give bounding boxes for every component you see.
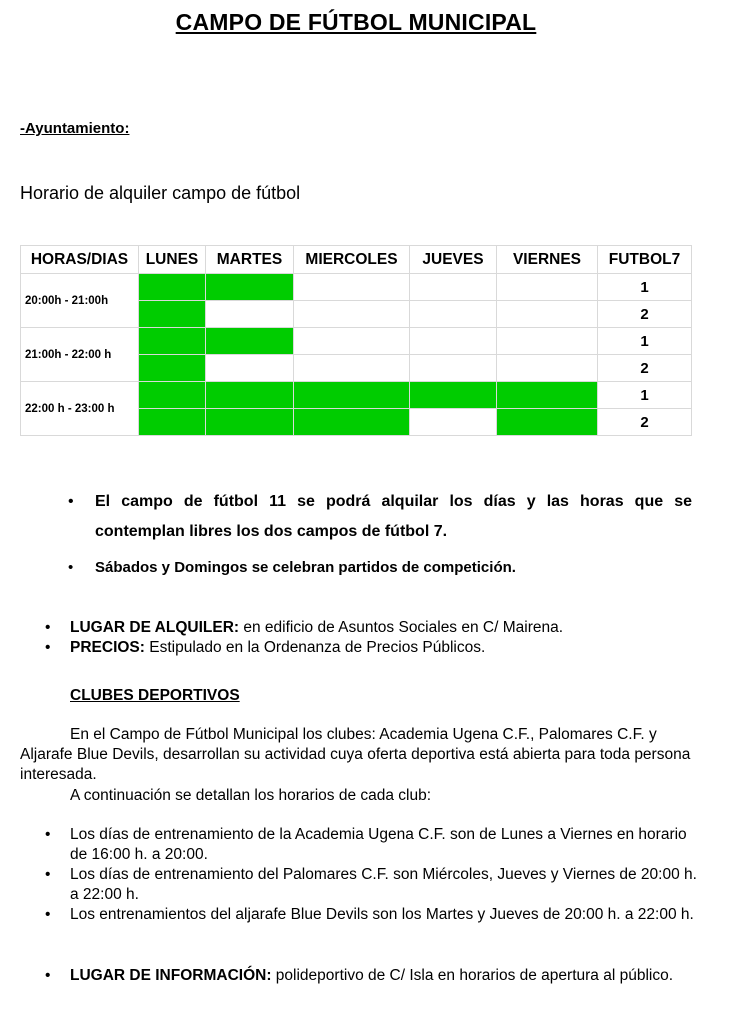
slot-thursday-free — [410, 409, 497, 436]
rental-prices-text: Estipulado en la Ordenanza de Precios Públicos. — [144, 639, 486, 656]
slot-wednesday-free — [294, 301, 410, 328]
section-label: -Ayuntamiento: — [20, 120, 130, 137]
slot-tuesday-booked — [206, 274, 294, 301]
futbol7-field-number: 2 — [598, 301, 692, 328]
note-football11: • El campo de fútbol 11 se podrá alquilar los días y las horas que se contemplan libres los dos campos de fútbol 7. — [68, 487, 692, 547]
slot-wednesday-free — [294, 274, 410, 301]
info-place-label: LUGAR DE INFORMACIÓN: — [70, 967, 272, 984]
futbol7-field-number: 1 — [598, 328, 692, 355]
clubs-intro: En el Campo de Fútbol Municipal los clubes: Academia Ugena C.F., Palomares C.F. y Aljarafe Blue Devils, desarrollan su actividad cuya oferta deportiva está abierta para toda persona interesada. — [20, 726, 691, 783]
schedule-header-row — [21, 246, 692, 274]
rental-prices-label: PRECIOS: — [70, 639, 145, 656]
slot-monday-booked — [139, 355, 206, 382]
slot-tuesday-booked — [206, 409, 294, 436]
slot-wednesday-booked — [294, 409, 410, 436]
futbol7-field-number: 1 — [598, 274, 692, 301]
slot-friday-booked — [497, 409, 598, 436]
rental-info-list — [45, 618, 563, 658]
slot-monday-booked — [139, 301, 206, 328]
rental-place — [45, 618, 563, 638]
futbol7-field-number: 1 — [598, 382, 692, 409]
slot-wednesday-free — [294, 355, 410, 382]
slot-wednesday-free — [294, 328, 410, 355]
header-friday: VIERNES — [497, 246, 598, 274]
slot-friday-booked — [497, 382, 598, 409]
club-item-palomares: • Los días de entrenamiento del Palomares C.F. son Miércoles, Jueves y Viernes de 20:00 h. a 22:00 h. — [45, 865, 700, 905]
slot-friday-free — [497, 301, 598, 328]
schedule-row — [21, 274, 692, 301]
slot-thursday-free — [410, 328, 497, 355]
slot-monday-booked — [139, 328, 206, 355]
header-wednesday: MIERCOLES — [294, 246, 410, 274]
info-place-list — [45, 966, 700, 986]
schedule-hour-cell: 21:00h - 22:00 h — [21, 328, 139, 382]
slot-thursday-free — [410, 274, 497, 301]
header-futbol7: FUTBOL7 — [598, 246, 692, 274]
header-tuesday: MARTES — [206, 246, 294, 274]
slot-tuesday-booked — [206, 382, 294, 409]
slot-monday-booked — [139, 382, 206, 409]
info-place-text: polideportivo de C/ Isla en horarios de apertura al público. — [271, 967, 674, 984]
slot-friday-free — [497, 274, 598, 301]
club-item-ugena: • Los días de entrenamiento de la Academia Ugena C.F. son de Lunes a Viernes en horario de 16:00 h. a 20:00. — [45, 825, 700, 865]
rental-notes — [68, 487, 692, 579]
slot-thursday-booked — [410, 382, 497, 409]
schedule-hour-cell: 20:00h - 21:00h — [21, 274, 139, 328]
clubs-list — [45, 825, 700, 925]
slot-friday-free — [497, 328, 598, 355]
schedule-row — [21, 382, 692, 409]
page-title: CAMPO DE FÚTBOL MUNICIPAL — [175, 9, 537, 35]
slot-tuesday-free — [206, 355, 294, 382]
schedule-table — [20, 245, 692, 436]
schedule-hour-cell: 22:00 h - 23:00 h — [21, 382, 139, 436]
futbol7-field-number: 2 — [598, 409, 692, 436]
slot-wednesday-booked — [294, 382, 410, 409]
slot-thursday-free — [410, 355, 497, 382]
club-item-blue-devils: • Los entrenamientos del aljarafe Blue Devils son los Martes y Jueves de 20:00 h. a 22:00 h. — [45, 905, 700, 925]
header-hours: HORAS/DIAS — [21, 246, 139, 274]
rental-prices — [45, 638, 563, 658]
slot-tuesday-booked — [206, 328, 294, 355]
note-weekend: • Sábados y Domingos se celebran partidos de competición. — [68, 557, 692, 579]
schedule-subtitle: Horario de alquiler campo de fútbol — [20, 183, 301, 203]
slot-friday-free — [497, 355, 598, 382]
slot-thursday-free — [410, 301, 497, 328]
slot-tuesday-free — [206, 301, 294, 328]
header-monday: LUNES — [139, 246, 206, 274]
rental-place-label: LUGAR DE ALQUILER: — [70, 619, 240, 636]
clubs-intro-2: A continuación se detallan los horarios de cada club: — [70, 787, 432, 804]
slot-monday-booked — [139, 409, 206, 436]
schedule-row — [21, 328, 692, 355]
slot-monday-booked — [139, 274, 206, 301]
header-thursday: JUEVES — [410, 246, 497, 274]
clubs-heading: CLUBES DEPORTIVOS — [70, 687, 240, 704]
futbol7-field-number: 2 — [598, 355, 692, 382]
info-place — [45, 966, 700, 986]
rental-place-text: en edificio de Asuntos Sociales en C/ Mairena. — [239, 619, 564, 636]
